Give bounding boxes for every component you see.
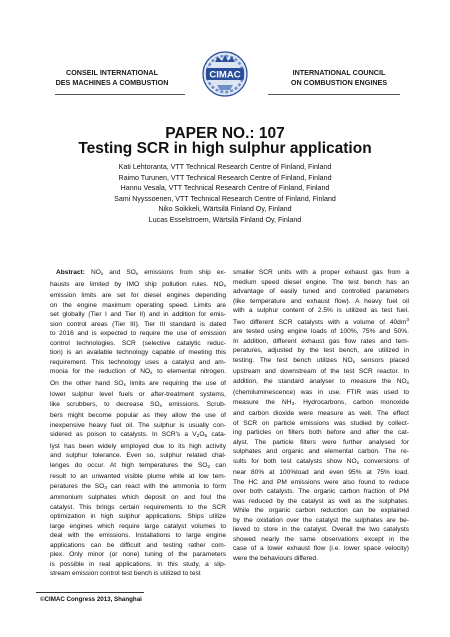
abstract-line: Abstract: $NO_x$ and $SO_x$ emissions from ship ex-: [56, 269, 226, 277]
abstract-line: upstream and downstream of the test SCR reactor. In: [233, 368, 409, 376]
abstract-line: and sulphur tolerance. Even so, sulphur related chal-: [50, 452, 226, 460]
abstract-line: sulphates and organic and elemental carbon. The re-: [233, 448, 409, 456]
abstract-line: on the engine maximum operating speed. Limits are: [50, 301, 226, 309]
abstract-line: lyst has been widely employed due to its high activity: [50, 442, 226, 450]
header-right-rule: [268, 94, 400, 95]
abstract-line: While the organic carbon reduction can be explained: [233, 507, 409, 515]
abstract-line: set globally (Tier I and Tier II) and in addition for emis-: [50, 311, 226, 319]
abstract-line: near 80% at 100%load and even 95% at 75% load.: [233, 469, 409, 477]
abstract-line: The HC and PM emissions were also found to reduce: [233, 478, 409, 486]
abstract-line: Two different SCR catalysts with a volume of $40dm^3$: [233, 317, 409, 326]
cimac-logo: [200, 49, 250, 99]
author-line: Niko Soikkeli, Wärtsilä Finland Oy, Finland: [158, 205, 292, 214]
abstract-line: was reduced by the catalyst as well as the sulphates.: [233, 497, 409, 505]
abstract-line: plex. Only minor (or none) tuning of the parameters: [50, 551, 226, 559]
abstract-label: Abstract:: [56, 269, 91, 276]
header-right: [274, 68, 404, 88]
author-list: [0, 162, 450, 226]
abstract-line: case of a lower exhaust flow (i.e. lower space velocity): [233, 545, 409, 553]
abstract-line: are tested using engine loads of 100%, 75% and 50%.: [233, 328, 409, 336]
abstract-line: monia for the reduction of $NO_x$ to elemental nitrogen.: [50, 368, 226, 377]
cimac-logo-text: CIMAC: [209, 69, 241, 81]
abstract-line: medium speed diesel engine. The test bench has an: [233, 278, 409, 286]
author-line: Lucas Esselstroem, Wärtsilä Finland Oy, Finland: [148, 215, 302, 224]
abstract-column-right: [233, 268, 409, 563]
abstract-line: lenges do occur. At high temperatures the $SO_2$ can: [50, 461, 226, 470]
abstract-line: result to an unwanted visible plume while at low tem-: [50, 473, 226, 481]
abstract-line: sidered as poison to catalysts. In SCR's a $V_2O_5$ cata-: [50, 431, 226, 440]
abstract-line: and carbon dioxide were measure as well. The effect: [233, 410, 409, 418]
abstract-line: applications can be difficult and testing rather com-: [50, 541, 226, 549]
footer-copyright: ©CIMAC Congress 2013, Shanghai: [40, 596, 142, 603]
abstract-line: hausts are limited by IMO ship pollution rules. $NO_x$: [50, 280, 226, 289]
abstract-line: like scrubbers, to decrease $SO_x$ emissions. Scrub-: [50, 400, 226, 409]
abstract-line: lower sulphur level fuels or after-treatment systems,: [50, 391, 226, 399]
abstract-line: ing particles on filters both before and after the cat-: [233, 429, 409, 437]
abstract-line: optimization in high sulphur applications. Ships utilize: [50, 513, 226, 521]
abstract-line: stream emission control test bench is utilized to test: [50, 570, 201, 578]
abstract-line: catalyst. This brings certain requirements to the SCR: [50, 503, 226, 511]
header-left: [48, 68, 176, 88]
abstract-line: lieved to store in the catalyst. Overall the two catalysts: [233, 526, 409, 534]
abstract-line: control technologies. SCR (selective catalytic reduc-: [50, 339, 226, 347]
abstract-line: alyst. The particle filters were further analysed for: [233, 438, 409, 446]
abstract-line: testing. The test bench utilizes $NO_x$ sensors placed: [233, 356, 409, 365]
footer-rule: [36, 592, 144, 593]
abstract-line: sults for both test catalysts show $NO_x$ conversions of: [233, 457, 409, 466]
abstract-line: advantage of easily tuned and controlled parameters: [233, 288, 409, 296]
abstract-line: (chemiluminescence) was in use. FTIR was used to: [233, 389, 409, 397]
abstract-line: In addition, different exhaust gas flow rates and tem-: [233, 337, 409, 345]
author-line: Hannu Vesala, VTT Technical Research Centre of Finland, Finland: [120, 184, 330, 193]
abstract-line: emission limits are set for diesel engines depending: [50, 292, 226, 300]
abstract-line: showed nearly the same observations except in the: [233, 535, 409, 543]
paper-number: PAPER NO.: 107: [165, 125, 285, 142]
abstract-line: On the other hand $SO_x$ limits are requiring the use of: [50, 379, 226, 388]
abstract-line: with a sulphur content of 2.5% is utilized as test fuel.: [233, 307, 409, 315]
abstract-line: bers might become popular as they allow the use of: [50, 412, 226, 420]
header-right-line1: INTERNATIONAL COUNCIL: [292, 68, 386, 77]
paper-title: Testing SCR in high sulphur application: [78, 140, 372, 157]
abstract-line: sion control areas (Tier III). Tier III standard is dated: [50, 320, 226, 328]
abstract-line: peratures, adjusted by the test bench, are utilized in: [233, 347, 409, 355]
header-right-line2: ON COMBUSTION ENGINES: [290, 78, 388, 87]
header-left-line2: DES MACHINES A COMBUSTION: [55, 78, 169, 87]
author-line: Raimo Turunen, VTT Technical Research Centre of Finland, Finland: [118, 173, 332, 182]
abstract-line: to 2016 and is expected to require the use of emission: [50, 330, 226, 338]
abstract-line: requirement. This technology uses a catalyst and am-: [50, 358, 226, 366]
abstract-line: deal with the emissions. Installations to large engine: [50, 532, 226, 540]
abstract-line: addition, the standard analyser to measure the $NO_x$: [233, 377, 409, 386]
abstract-line: were the behaviours differed.: [233, 554, 318, 562]
abstract-line: smaller SCR units with a proper exhaust gas from a: [233, 269, 409, 276]
abstract-line: over both catalysts. The organic carbon fraction of PM: [233, 488, 409, 496]
author-line: Sami Nyyssoenen, VTT Technical Research Centre of Finland, Finland: [114, 194, 336, 203]
abstract-line: tion) is an available technology capable of meeting this: [50, 349, 226, 357]
abstract-line: inexpensive heavy fuel oil. The sulphur is usually con-: [50, 421, 226, 429]
abstract-line: large engines which require large catalyst volumes to: [50, 522, 226, 530]
author-line: Kati Lehtoranta, VTT Technical Research Centre of Finland, Finland: [118, 163, 332, 171]
abstract-line: peratures the $SO_3$ can react with the ammonia to form: [50, 482, 226, 491]
header-left-line1: CONSEIL INTERNATIONAL: [66, 68, 158, 77]
abstract-line: is possible in real applications. In this study, a slip-: [50, 560, 226, 568]
abstract-line: by the oxidation over the catalyst the sulphates are be-: [233, 516, 409, 524]
abstract-column-left: [50, 268, 226, 579]
abstract-line: of SCR on particle emissions was studied by collect-: [233, 419, 409, 427]
header-left-rule: [55, 94, 185, 95]
abstract-line: (like temperature and exhaust flow). A heavy fuel oil: [233, 297, 409, 305]
abstract-line: ammonium sulphates which deposit on and foul the: [50, 494, 226, 502]
abstract-line: measure the $NH_3$. Hydrocarbons, carbon monoxide: [233, 398, 409, 407]
